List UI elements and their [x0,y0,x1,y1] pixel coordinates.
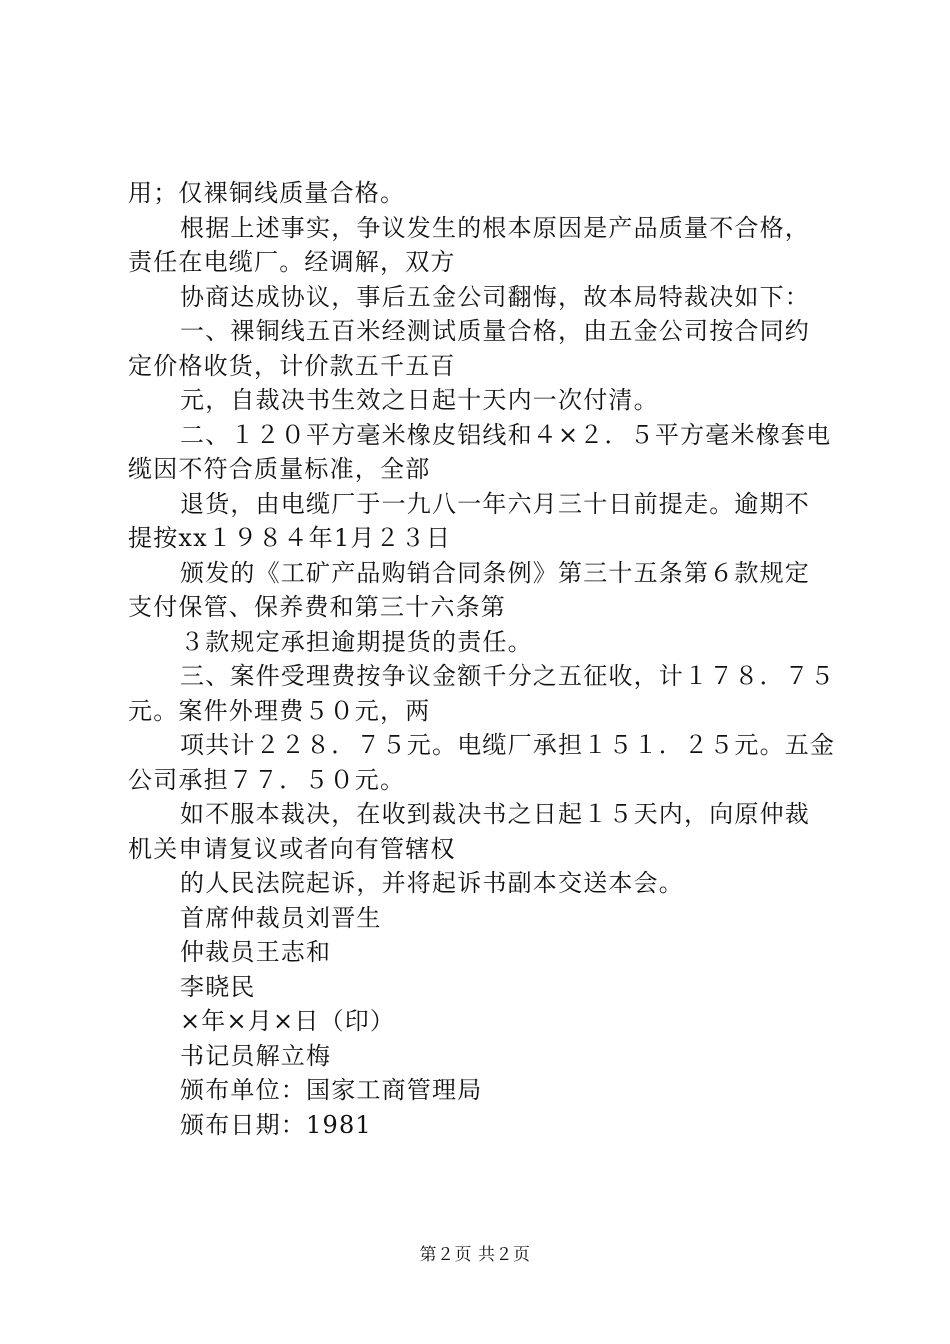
document-line: 仲裁员王志和 [180,938,332,966]
document-line: 责任在电缆厂。经调解，双方 [128,248,456,276]
document-line: 三、案件受理费按争议金额千分之五征收，计１７８．７５ [180,662,836,690]
page-footer: 第２页 共２页 [419,1245,531,1265]
document-line: 根据上述事实，争议发生的根本原因是产品质量不合格， [180,213,810,242]
document-line: 元。案件外理费５０元，两 [128,696,431,725]
document-line: 二、１２０平方毫米橡皮铝线和４×２．５平方毫米橡套电 [180,420,832,449]
document-line: 书记员解立梅 [180,1041,332,1070]
document-line: 缆因不符合质量标准，全部 [128,455,431,483]
document-line: 首席仲裁员刘晋生 [180,903,382,932]
document-line: 颁布日期：1981 [180,1110,372,1139]
document-line: 颁发的《工矿产品购销合同条例》第三十五条第６款规定 [180,558,810,587]
document-line: 退货，由电缆厂于一九八一年六月三十日前提走。逾期不 [180,489,810,518]
document-line: 元，自裁决书生效之日起十天内一次付清。 [180,386,659,414]
document-line: ３款规定承担逾期提货的责任。 [180,627,533,656]
document-line: ×年×月×日（印） [180,1007,396,1035]
document-line: 李晓民 [180,972,256,1001]
document-line: 定价格收货，计价款五千五百 [128,351,456,380]
document-line: 公司承担７７．５０元。 [128,765,406,794]
document-line: 支付保管、保养费和第三十六条第 [128,593,506,621]
document-line: 一、裸铜线五百米经测试质量合格，由五金公司按合同约 [180,317,810,345]
document-line: 提按xx１９８４年1月２３日 [128,524,452,552]
document-body [128,176,836,1142]
document-line: 项共计２２８．７５元。电缆厂承担１５１．２５元。五金 [180,731,836,759]
document-line: 机关申请复议或者向有管辖权 [128,834,456,863]
document-line: 用；仅裸铜线质量合格。 [128,179,406,207]
document-line: 的人民法院起诉，并将起诉书副本交送本会。 [180,869,684,897]
document-line: 协商达成协议，事后五金公司翻悔，故本局特裁决如下： [180,282,810,311]
document-line: 如不服本裁决，在收到裁决书之日起１５天内，向原仲裁 [180,800,810,828]
document-line: 颁布单位：国家工商管理局 [180,1076,483,1104]
